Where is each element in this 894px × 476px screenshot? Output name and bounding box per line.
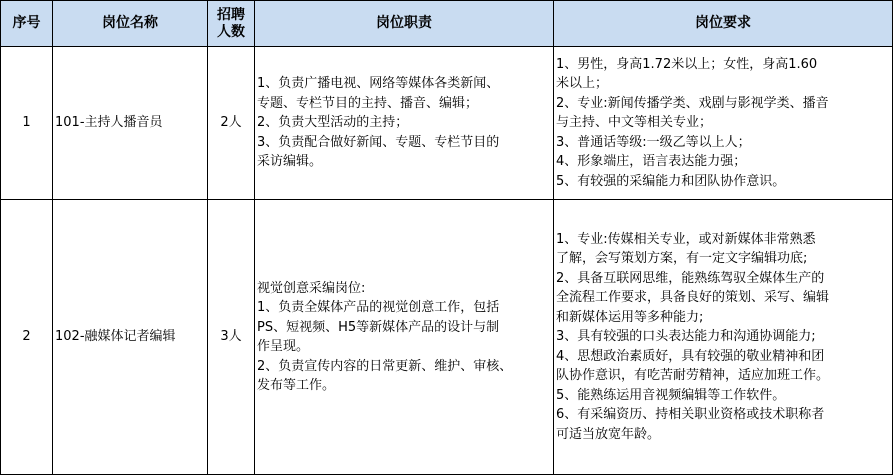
header-duties: 岗位职责 — [255, 1, 554, 47]
row-requirements — [554, 200, 893, 475]
requirement-line: 3、普通话等级:一级乙等以上人； — [556, 134, 751, 150]
duty-line: 采访编辑。 — [257, 154, 323, 170]
header-row — [1, 1, 893, 47]
duty-line: 3、负责配合做好新闻、专题、专栏节目的 — [257, 134, 500, 150]
requirement-line: 2、具备互联网思维，能熟练驾驭全媒体生产的 — [556, 270, 825, 286]
requirement-line: 5、有较强的采编能力和团队协作意识。 — [556, 173, 786, 189]
header-count-line: 人数 — [217, 23, 245, 40]
row-position-name: 101-主持人播音员 — [53, 47, 208, 200]
requirement-line: 4、思想政治素质好，具有较强的敬业精神和团 — [556, 348, 825, 364]
table-row — [1, 47, 893, 200]
row-requirements — [554, 47, 893, 200]
duty-line: 1、负责全媒体产品的视觉创意工作，包括 — [257, 300, 500, 315]
header-requirements: 岗位要求 — [554, 1, 893, 47]
header-count-line: 招聘 — [217, 6, 245, 23]
row-duties — [255, 47, 554, 200]
duty-line: 2、负责大型活动的主持； — [257, 115, 409, 131]
row-position-name: 102-融媒体记者编辑 — [53, 200, 208, 475]
requirement-line: 了解，会写策划方案，有一定文字编辑功底; — [556, 251, 808, 267]
duty-line: PS、短视频、H5等新媒体产品的设计与制 — [257, 319, 500, 335]
row-duties — [255, 200, 554, 475]
row-headcount: 3人 — [208, 200, 255, 475]
row-headcount: 2人 — [208, 47, 255, 200]
row-index: 1 — [1, 47, 53, 200]
requirement-line: 1、男性，身高1.72米以上；女性，身高1.60 — [556, 56, 818, 72]
requirement-line: 6、有采编资历、持相关职业资格或技术职称者 — [556, 407, 825, 423]
requirement-line: 1、专业:传媒相关专业，或对新媒体非常熟悉 — [556, 231, 816, 247]
header-index: 序号 — [1, 1, 53, 47]
requirement-line: 5、能熟练运用音视频编辑等工作软件。 — [556, 387, 786, 403]
requirement-line: 3、具有较强的口头表达能力和沟通协调能力; — [556, 329, 816, 345]
requirement-line: 2、专业:新闻传播学类、戏剧与影视学类、播音 — [556, 95, 829, 111]
requirement-line: 与主持、中文等相关专业； — [556, 115, 713, 131]
requirement-line: 4、形象端庄，语言表达能力强； — [556, 154, 747, 170]
requirement-line: 可适当放宽年龄。 — [556, 426, 661, 442]
duty-line: 作呈现。 — [257, 339, 310, 354]
requirement-line: 和新媒体运用等多种能力; — [556, 309, 704, 325]
table-row — [1, 200, 893, 475]
requirement-line: 全流程工作要求，具备良好的策划、采写、编辑 — [556, 290, 830, 306]
header-name: 岗位名称 — [53, 1, 208, 47]
row-index: 2 — [1, 200, 53, 475]
header-count — [208, 1, 255, 47]
duty-line: 专题、专栏节目的主持、播音、编辑； — [257, 95, 479, 111]
duty-line: 发布等工作。 — [257, 378, 336, 393]
duty-line: 2、负责宣传内容的日常更新、维护、审核、 — [257, 358, 513, 374]
requirement-line: 队协作意识，有吃苦耐劳精神，适应加班工作。 — [556, 368, 830, 384]
duty-line: 视觉创意采编岗位: — [257, 280, 366, 296]
duty-line: 1、负责广播电视、网络等媒体各类新闻、 — [257, 76, 500, 92]
requirement-line: 米以上； — [556, 76, 609, 92]
